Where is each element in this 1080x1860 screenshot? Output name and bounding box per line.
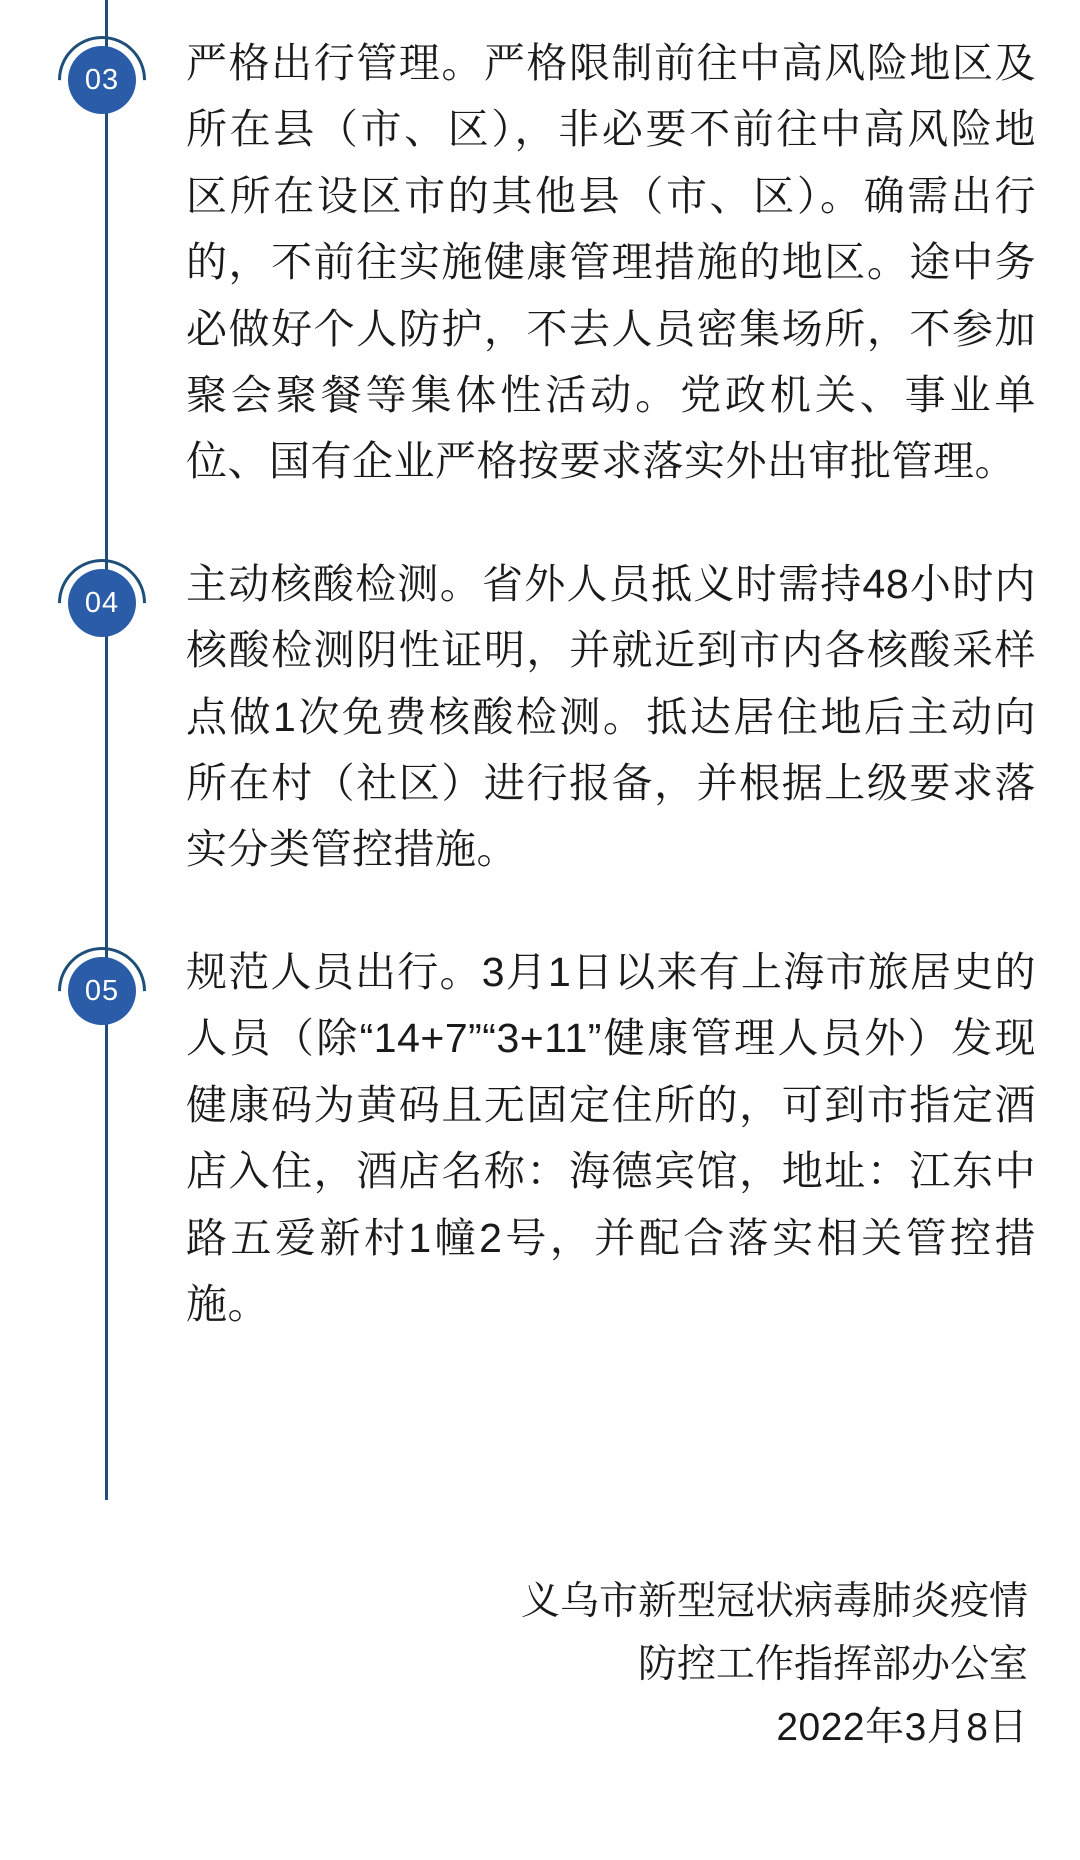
step-marker <box>58 947 152 1041</box>
list-item <box>0 28 1080 495</box>
list-item <box>0 939 1080 1337</box>
issuer-line-2: 防控工作指挥部办公室 <box>637 1643 1028 1687</box>
step-marker <box>58 36 152 130</box>
step-number-badge: 04 <box>68 569 136 637</box>
issue-date: 2022年3月8日 <box>776 1706 1028 1750</box>
step-number-badge: 05 <box>68 957 136 1025</box>
list-item <box>0 551 1080 883</box>
step-marker <box>58 559 152 653</box>
item-text: 严格出行管理。严格限制前往中高风险地区及所在县（市、区），非必要不前往中高风险地区所在设区市的其他县（市、区）。确需出行的，不前往实施健康管理措施的地区。途中务必做好个人防护，不去人员密集场所，不参加聚会聚餐等集体性活动。党政机关、事业单位、国有企业严格按要求落实外出审批管理。 <box>186 40 1036 485</box>
step-number-badge: 03 <box>68 46 136 114</box>
item-text: 规范人员出行。3月1日以来有上海市旅居史的人员（除“14+7”“3+11”健康管理人员外）发现健康码为黄码且无固定住所的，可到市指定酒店入住，酒店名称：海德宾馆，地址：江东中路五爱新村1幢2号，并配合落实相关管控措施。 <box>186 948 1036 1327</box>
item-text: 主动核酸检测。省外人员抵义时需持48小时内核酸检测阴性证明，并就近到市内各核酸采样点做1次免费核酸检测。抵达居住地后主动向所在村（社区）进行报备，并根据上级要求落实分类管控措施。 <box>186 560 1036 873</box>
issuer-line-1: 义乌市新型冠状病毒肺炎疫情 <box>520 1580 1028 1623</box>
signature-block <box>408 1570 1028 1760</box>
